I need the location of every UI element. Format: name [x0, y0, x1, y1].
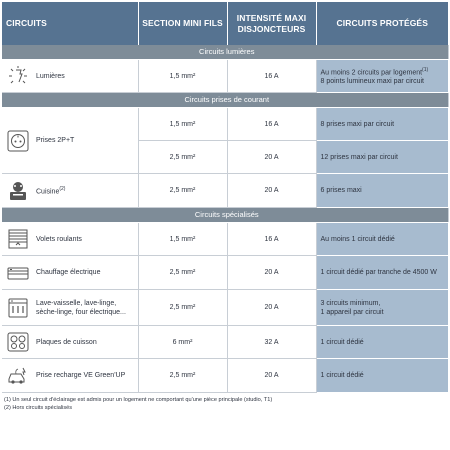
table-row-prises-a — [2, 108, 448, 141]
table-row-chauffage — [2, 256, 448, 290]
circuit-label-lave: Lave-vaisselle, lave-linge, sèche-linge, four électrique... — [36, 299, 126, 316]
intensite-value: 32 A — [227, 326, 316, 359]
footnote-ref: (1) — [422, 66, 429, 73]
section-row-lumieres — [2, 45, 448, 60]
intensite-value: 16 A — [227, 223, 316, 256]
section-value: 6 mm² — [138, 326, 227, 359]
protection-text: 1 circuit dédié — [316, 326, 448, 359]
protection-text: 1 circuit dédié — [316, 359, 448, 393]
protection-text: 12 prises maxi par circuit — [316, 141, 448, 174]
protection-text: 6 prises maxi — [316, 174, 448, 208]
table-header-row — [2, 2, 448, 45]
cooktop-icon — [5, 329, 31, 355]
radiator-icon — [5, 260, 31, 286]
intensite-value: 20 A — [227, 174, 316, 208]
circuit-label-lumieres: Lumières — [36, 72, 65, 80]
header-proteges: CIRCUITS PROTÉGÉS — [316, 2, 448, 45]
section-value: 2,5 mm² — [138, 256, 227, 290]
intensite-value: 20 A — [227, 256, 316, 290]
protection-text: Au moins 2 circuits par logement — [320, 69, 423, 77]
kitchen-appliance-icon — [5, 178, 31, 204]
table-row-volets — [2, 223, 448, 256]
table-row-ve — [2, 359, 448, 393]
header-intensite: INTENSITÉ MAXI DISJONCTEURS — [227, 2, 316, 45]
section-row-specialises — [2, 208, 448, 223]
section-value: 2,5 mm² — [138, 141, 227, 174]
intensite-value: 16 A — [227, 60, 316, 93]
intensite-value: 20 A — [227, 359, 316, 393]
protection-text: 8 prises maxi par circuit — [316, 108, 448, 141]
section-row-prises — [2, 93, 448, 108]
protection-text: 8 points lumineux maxi par circuit — [320, 78, 424, 86]
footnote-1: (1) Un seul circuit d'éclairage est admis pour un logement ne comportant qu'une pièce principale (studio, T1) — [4, 397, 273, 403]
protection-text: 1 circuit dédié par tranche de 4500 W — [316, 256, 448, 290]
footnote-ref: (2) — [59, 185, 66, 192]
section-label-prises: Circuits prises de courant — [2, 93, 448, 108]
section-label-specialises: Circuits spécialisés — [2, 208, 448, 223]
protection-text: Au moins 1 circuit dédié — [316, 223, 448, 256]
table-row-lumieres — [2, 60, 448, 93]
circuit-label-prises: Prises 2P+T — [36, 137, 75, 144]
header-circuits: CIRCUITS — [2, 2, 138, 45]
section-value: 2,5 mm² — [138, 290, 227, 326]
section-value: 1,5 mm² — [138, 223, 227, 256]
circuit-label-plaques: Plaques de cuisson — [36, 338, 97, 346]
table-row-plaques — [2, 326, 448, 359]
electric-car-icon — [5, 363, 31, 389]
lightbulb-icon — [5, 63, 31, 89]
socket-icon — [5, 128, 31, 154]
table-row-cuisine — [2, 174, 448, 208]
washing-machine-icon — [5, 295, 31, 321]
circuit-label-cuisine: Cuisine — [36, 188, 60, 196]
circuit-label-volets: Volets roulants — [36, 235, 82, 243]
protection-cell — [316, 290, 448, 326]
intensite-value: 20 A — [227, 290, 316, 326]
roller-shutter-icon — [5, 226, 31, 252]
protection-text: 1 appareil par circuit — [320, 308, 384, 316]
footnote-2: (2) Hors circuits spécialisés — [4, 404, 73, 411]
section-value: 1,5 mm² — [138, 108, 227, 141]
circuit-label-ve: Prise recharge VE Green'UP — [36, 372, 126, 379]
section-label-lumieres: Circuits lumières — [2, 45, 448, 60]
section-value: 2,5 mm² — [138, 359, 227, 393]
intensite-value: 20 A — [227, 141, 316, 174]
circuit-label-chauffage: Chauffage électrique — [36, 269, 101, 276]
circuit-table — [2, 2, 449, 393]
footnotes — [2, 397, 448, 412]
section-value: 1,5 mm² — [138, 60, 227, 93]
table-row-lave — [2, 290, 448, 326]
intensite-value: 16 A — [227, 108, 316, 141]
cable-table-wrapper — [2, 2, 448, 412]
protection-text: 3 circuits minimum, — [320, 299, 381, 307]
protection-cell — [316, 60, 448, 93]
section-value: 2,5 mm² — [138, 174, 227, 208]
header-section: SECTION MINI FILS — [138, 2, 227, 45]
